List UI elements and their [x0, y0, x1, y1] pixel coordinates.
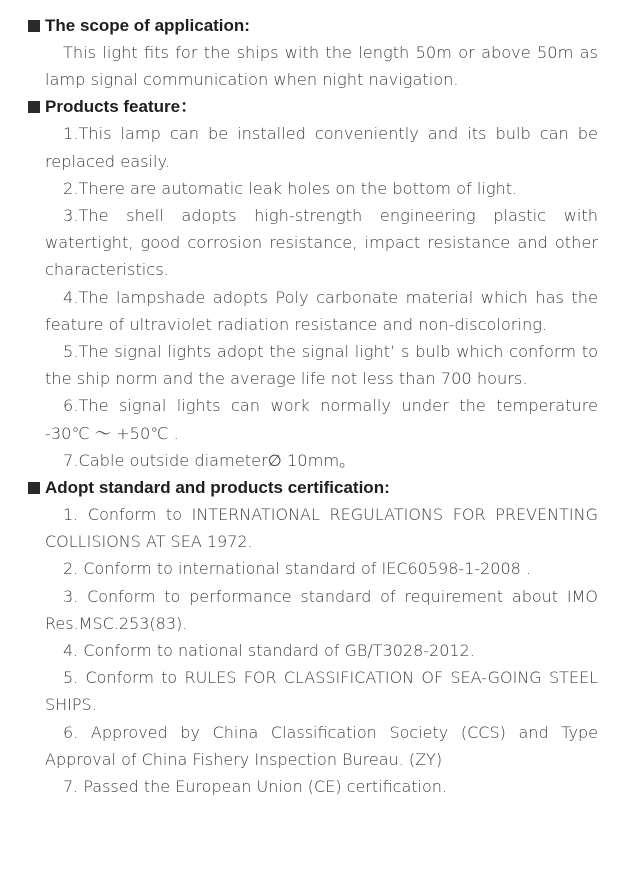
certification-item: 1. Conform to INTERNATIONAL REGULATIONS FOR PREVENTING COLLISIONS AT SEA 1972.	[45, 505, 598, 552]
feature-item: 3.The shell adopts high-strength engineering plastic with watertight, good corrosion resistance, impact resistance and other characteristics.	[45, 206, 598, 280]
feature-item: 5.The signal lights adopt the signal light’ s bulb which conform to the ship norm and the average life not less than 700 hours.	[45, 342, 598, 389]
certification-item: 2. Conform to international standard of IEC60598-1-2008 .	[63, 559, 531, 579]
features-heading	[28, 93, 598, 120]
feature-item: 6.The signal lights can work normally under the temperature -30℃ ～ +50℃ .	[45, 396, 598, 443]
feature-item: 4.The lampshade adopts Poly carbonate material which has the feature of ultraviolet radiation resistance and non-discoloring.	[45, 287, 598, 334]
certification-item: 3. Conform to performance standard of requirement about IMO Res.MSC.253(83).	[45, 586, 598, 633]
certification-heading	[28, 474, 598, 501]
feature-item: 2.There are automatic leak holes on the bottom of light.	[63, 178, 518, 198]
scope-section	[28, 12, 598, 93]
certification-item: 4. Conform to national standard of GB/T3028-2012.	[63, 641, 475, 661]
certification-item: 5. Conform to RULES FOR CLASSIFICATION OF SEA-GOING STEEL SHIPS.	[45, 668, 598, 715]
scope-paragraph: This light fits for the ships with the length 50m or above 50m as lamp signal communication when night navigation.	[45, 43, 598, 90]
scope-heading-text: The scope of application:	[45, 16, 250, 35]
scope-heading	[28, 12, 598, 39]
square-bullet-icon	[28, 20, 40, 32]
feature-item: 1.This lamp can be installed conveniently and its bulb can be replaced easily.	[45, 124, 598, 171]
features-section	[28, 93, 598, 474]
certification-item: 6. Approved by China Classification Society (CCS) and Type Approval of China Fishery Inspection Bureau. (ZY)	[45, 722, 598, 769]
certification-heading-text: Adopt standard and products certification:	[45, 478, 390, 498]
square-bullet-icon	[28, 101, 40, 113]
document-body	[28, 12, 598, 800]
square-bullet-icon	[28, 482, 40, 494]
features-heading-text: Products feature：	[45, 97, 198, 117]
certification-item: 7. Passed the European Union (CE) certification.	[63, 777, 447, 797]
feature-item: 7.Cable outside diameter∅ 10mm。	[63, 450, 356, 470]
certification-section	[28, 474, 598, 800]
